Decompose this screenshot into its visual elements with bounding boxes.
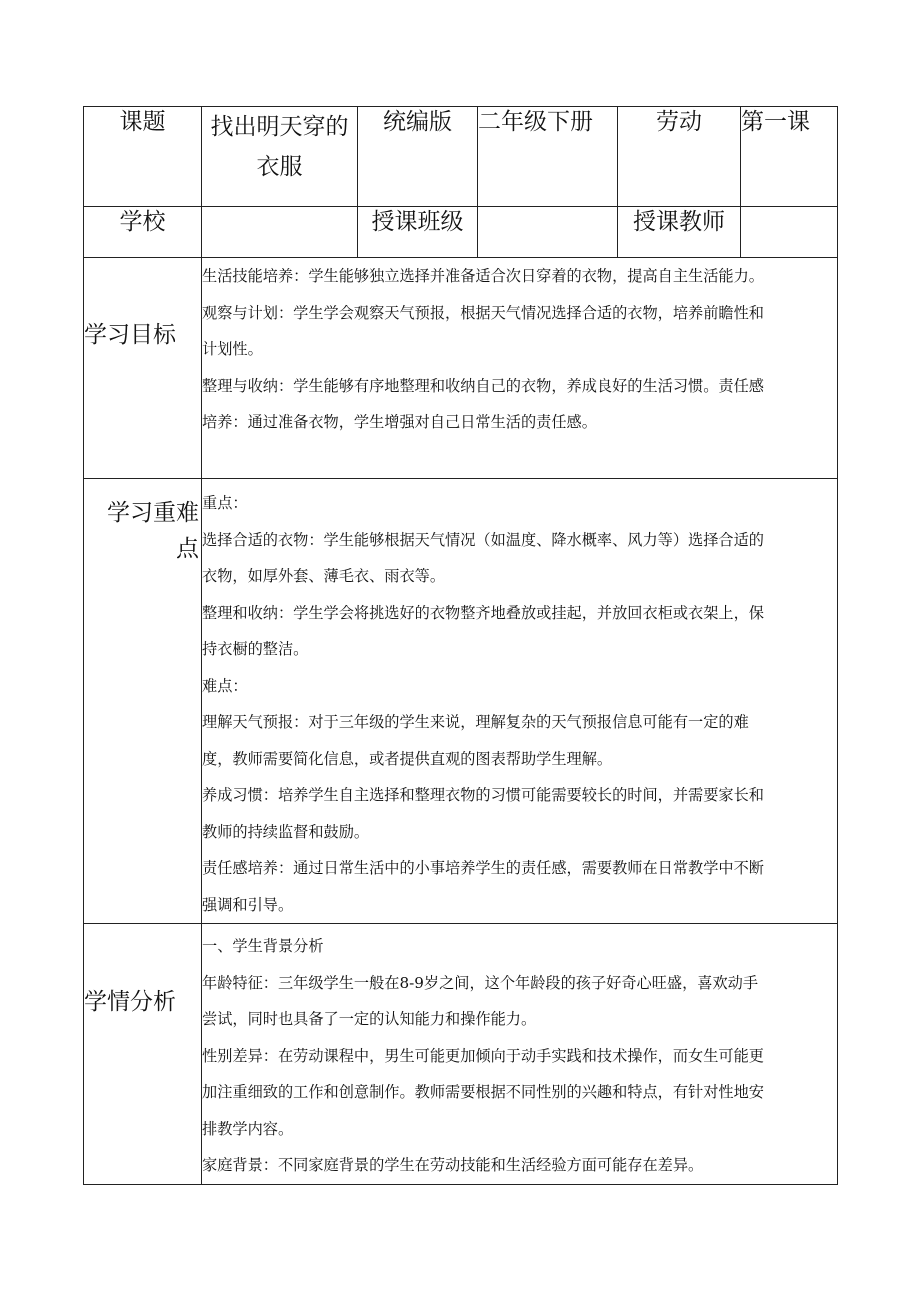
goals-row <box>84 258 838 479</box>
school-value-cell <box>202 207 358 258</box>
key-points-content <box>202 479 838 924</box>
key-points-label-line-2: 点 <box>176 536 199 562</box>
analysis-label: 学情分析 <box>84 989 176 1015</box>
key-points-line: 选择合适的衣物：学生能够根据天气情况（如温度、降水概率、风力等）选择合适的 <box>202 530 764 549</box>
key-points-line: 重点： <box>202 494 248 512</box>
analysis-row <box>84 924 838 1185</box>
key-points-label-cell <box>84 479 202 924</box>
teacher-label: 授课教师 <box>633 209 725 235</box>
subject-label-cell <box>84 107 202 207</box>
analysis-line: 尝试，同时也具备了一定的认知能力和操作能力。 <box>202 1010 537 1028</box>
key-points-label-line-1: 学习重难 <box>107 500 199 526</box>
key-points-line: 衣物，如厚外套、薄毛衣、雨衣等。 <box>202 567 445 585</box>
class-label: 授课班级 <box>371 209 464 235</box>
grade-cell <box>478 107 618 207</box>
analysis-content <box>202 924 838 1185</box>
course-text: 劳动 <box>656 109 702 135</box>
school-label: 学校 <box>119 209 166 235</box>
key-points-line: 责任感培养：通过日常生活中的小事培养学生的责任感，需要教师在日常教学中不断 <box>202 859 764 877</box>
topic-line-2: 衣服 <box>256 154 303 180</box>
key-points-line: 强调和引导。 <box>202 895 294 914</box>
key-points-line: 教师的持续监督和鼓励。 <box>202 822 370 841</box>
analysis-line: 家庭背景：不同家庭背景的学生在劳动技能和生活经验方面可能存在差异。 <box>202 1156 704 1174</box>
class-value-cell <box>478 207 618 258</box>
key-points-line: 持衣橱的整洁。 <box>202 640 309 658</box>
analysis-label-cell <box>84 924 202 1185</box>
analysis-line: 排教学内容。 <box>202 1119 294 1138</box>
topic-line-1: 找出明天穿的 <box>210 114 349 140</box>
key-points-line: 整理和收纳：学生学会将挑选好的衣物整齐地叠放或挂起，并放回衣柜或衣架上，保 <box>202 603 764 622</box>
lesson-plan-table <box>83 106 838 1185</box>
grade-text: 二年级下册 <box>478 109 593 135</box>
teacher-value-cell <box>741 207 838 258</box>
analysis-line: 一、学生背景分析 <box>202 937 324 955</box>
key-points-line: 度，教师需要简化信息，或者提供直观的图表帮助学生理解。 <box>202 749 613 768</box>
school-row <box>84 207 838 258</box>
goals-label: 学习目标 <box>84 322 176 348</box>
goals-line: 培养：通过准备衣物，学生增强对自己日常生活的责任感。 <box>202 413 597 431</box>
goals-line: 整理与收纳：学生能够有序地整理和收纳自己的衣物，养成良好的生活习惯。责任感 <box>202 376 764 395</box>
key-points-line: 养成习惯：培养学生自主选择和整理衣物的习惯可能需要较长的时间，并需要家长和 <box>202 786 764 804</box>
analysis-line: 加注重细致的工作和创意制作。教师需要根据不同性别的兴趣和特点，有针对性地安 <box>202 1083 764 1101</box>
key-points-row <box>84 479 838 924</box>
teacher-label-cell <box>618 207 741 258</box>
key-points-line: 理解天气预报：对于三年级的学生来说，理解复杂的天气预报信息可能有一定的难 <box>202 713 749 731</box>
goals-line: 计划性。 <box>202 340 263 358</box>
goals-content <box>202 258 838 479</box>
topic-cell <box>202 107 358 207</box>
school-label-cell <box>84 207 202 258</box>
lesson-cell <box>741 107 838 207</box>
subject-label: 课题 <box>119 109 166 135</box>
class-label-cell <box>358 207 478 258</box>
key-points-line: 难点： <box>202 676 248 695</box>
goals-label-cell <box>84 258 202 479</box>
lesson-text: 第一课 <box>741 109 810 135</box>
analysis-line: 性别差异：在劳动课程中，男生可能更加倾向于动手实践和技术操作，而女生可能更 <box>202 1046 764 1065</box>
edition-text: 统编版 <box>383 109 452 135</box>
goals-line: 观察与计划：学生学会观察天气预报，根据天气情况选择合适的衣物，培养前瞻性和 <box>202 303 764 322</box>
header-row <box>84 107 838 207</box>
edition-cell <box>358 107 478 207</box>
goals-line: 生活技能培养：学生能够独立选择并准备适合次日穿着的衣物，提高自主生活能力。 <box>202 267 764 285</box>
course-cell <box>618 107 741 207</box>
topic-title <box>202 107 357 187</box>
analysis-line: 年龄特征：三年级学生一般在8-9岁之间，这个年龄段的孩子好奇心旺盛，喜欢动手 <box>202 973 759 992</box>
